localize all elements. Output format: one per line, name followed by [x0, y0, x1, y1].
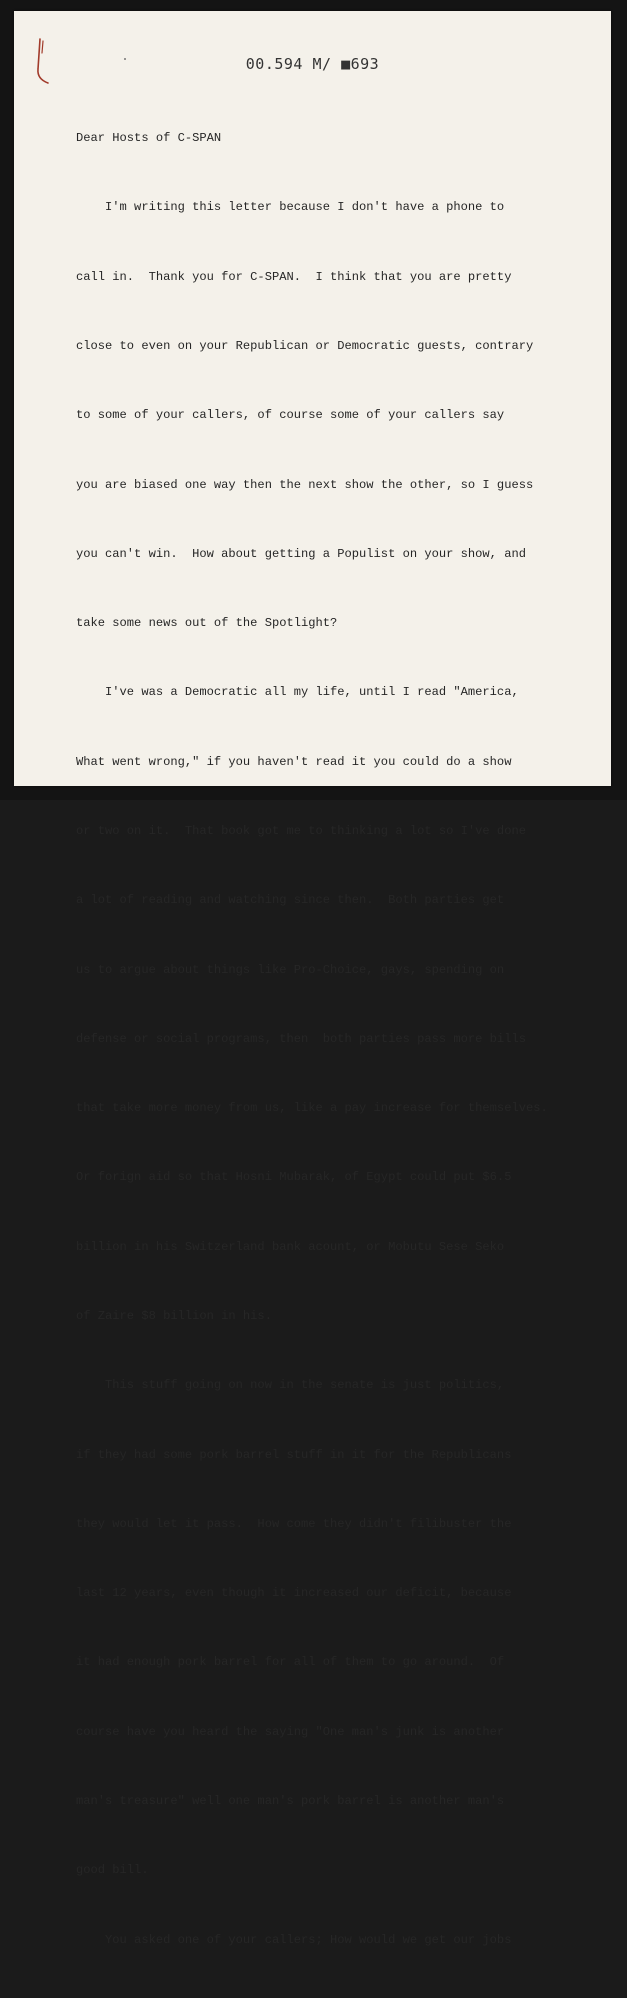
letter-line: What went wrong," if you haven't read it you could do a show: [76, 754, 512, 769]
letter-line: or two on it. That book got me to thinking a lot so I've done: [76, 824, 526, 838]
letter-line: to some of your callers, of course some of your callers say: [76, 408, 505, 423]
letter-line: last 12 years, even though it increased our deficit, because: [76, 1586, 512, 1601]
letter-line: a lot of reading and watching since then. Both parties get: [76, 893, 505, 908]
letter-line: This stuff going on now in the senate is just politics,: [76, 1378, 505, 1393]
letter-line: call in. Thank you for C-SPAN. I think that you are pretty: [76, 269, 512, 284]
letter-body: [76, 81, 596, 1998]
letter-line: course have you heard the saying "One man's junk is another: [76, 1724, 505, 1739]
letter-line: you can't win. How about getting a Populist on your show, and: [76, 546, 526, 561]
letter-line: us to argue about things like Pro-Choice, gays, spending on: [76, 962, 505, 977]
document-id-stamp: 00.594 M/ ■693: [245, 55, 380, 73]
letter-line: close to even on your Republican or Democratic guests, contrary: [76, 339, 534, 354]
letter-line: they would let it pass. How come they didn't filibuster the: [76, 1516, 512, 1531]
letter-page: [14, 11, 611, 1947]
letter-line: I'm writing this letter because I don't have a phone to: [76, 200, 505, 215]
letter-line: Or forign aid so that Hosni Mubarak, of Egypt could put $6.5: [76, 1170, 512, 1185]
letter-line: man's treasure" well one man's pork barrel is another man's: [76, 1793, 505, 1808]
letter-line: that take more money from us, like a pay increase for themselves.: [76, 1101, 548, 1116]
letter-line: You asked one of your callers; How would we get our jobs: [76, 1932, 512, 1947]
letter-line: of Zaire $8 billion in his.: [76, 1308, 272, 1323]
letter-line: billion in his Switzerland bank acount, or Mobutu Sese Seko: [76, 1239, 505, 1254]
letter-line: defense or social programs, then both parties pass more bills: [76, 1031, 526, 1046]
letter-line: you are biased one way then the next show the other, so I guess: [76, 477, 534, 492]
letter-line: good bill.: [76, 1863, 149, 1878]
letter-line: I've was a Democratic all my life, until I read "America,: [76, 685, 519, 700]
letter-line: take some news out of the Spotlight?: [76, 616, 338, 631]
salutation: Dear Hosts of C-SPAN: [76, 131, 222, 146]
letter-line: if they had some pork barrel stuff in it for the Republicans: [76, 1447, 512, 1462]
letter-line: it had enough pork barrel for all of them to go around. Of: [76, 1655, 505, 1670]
